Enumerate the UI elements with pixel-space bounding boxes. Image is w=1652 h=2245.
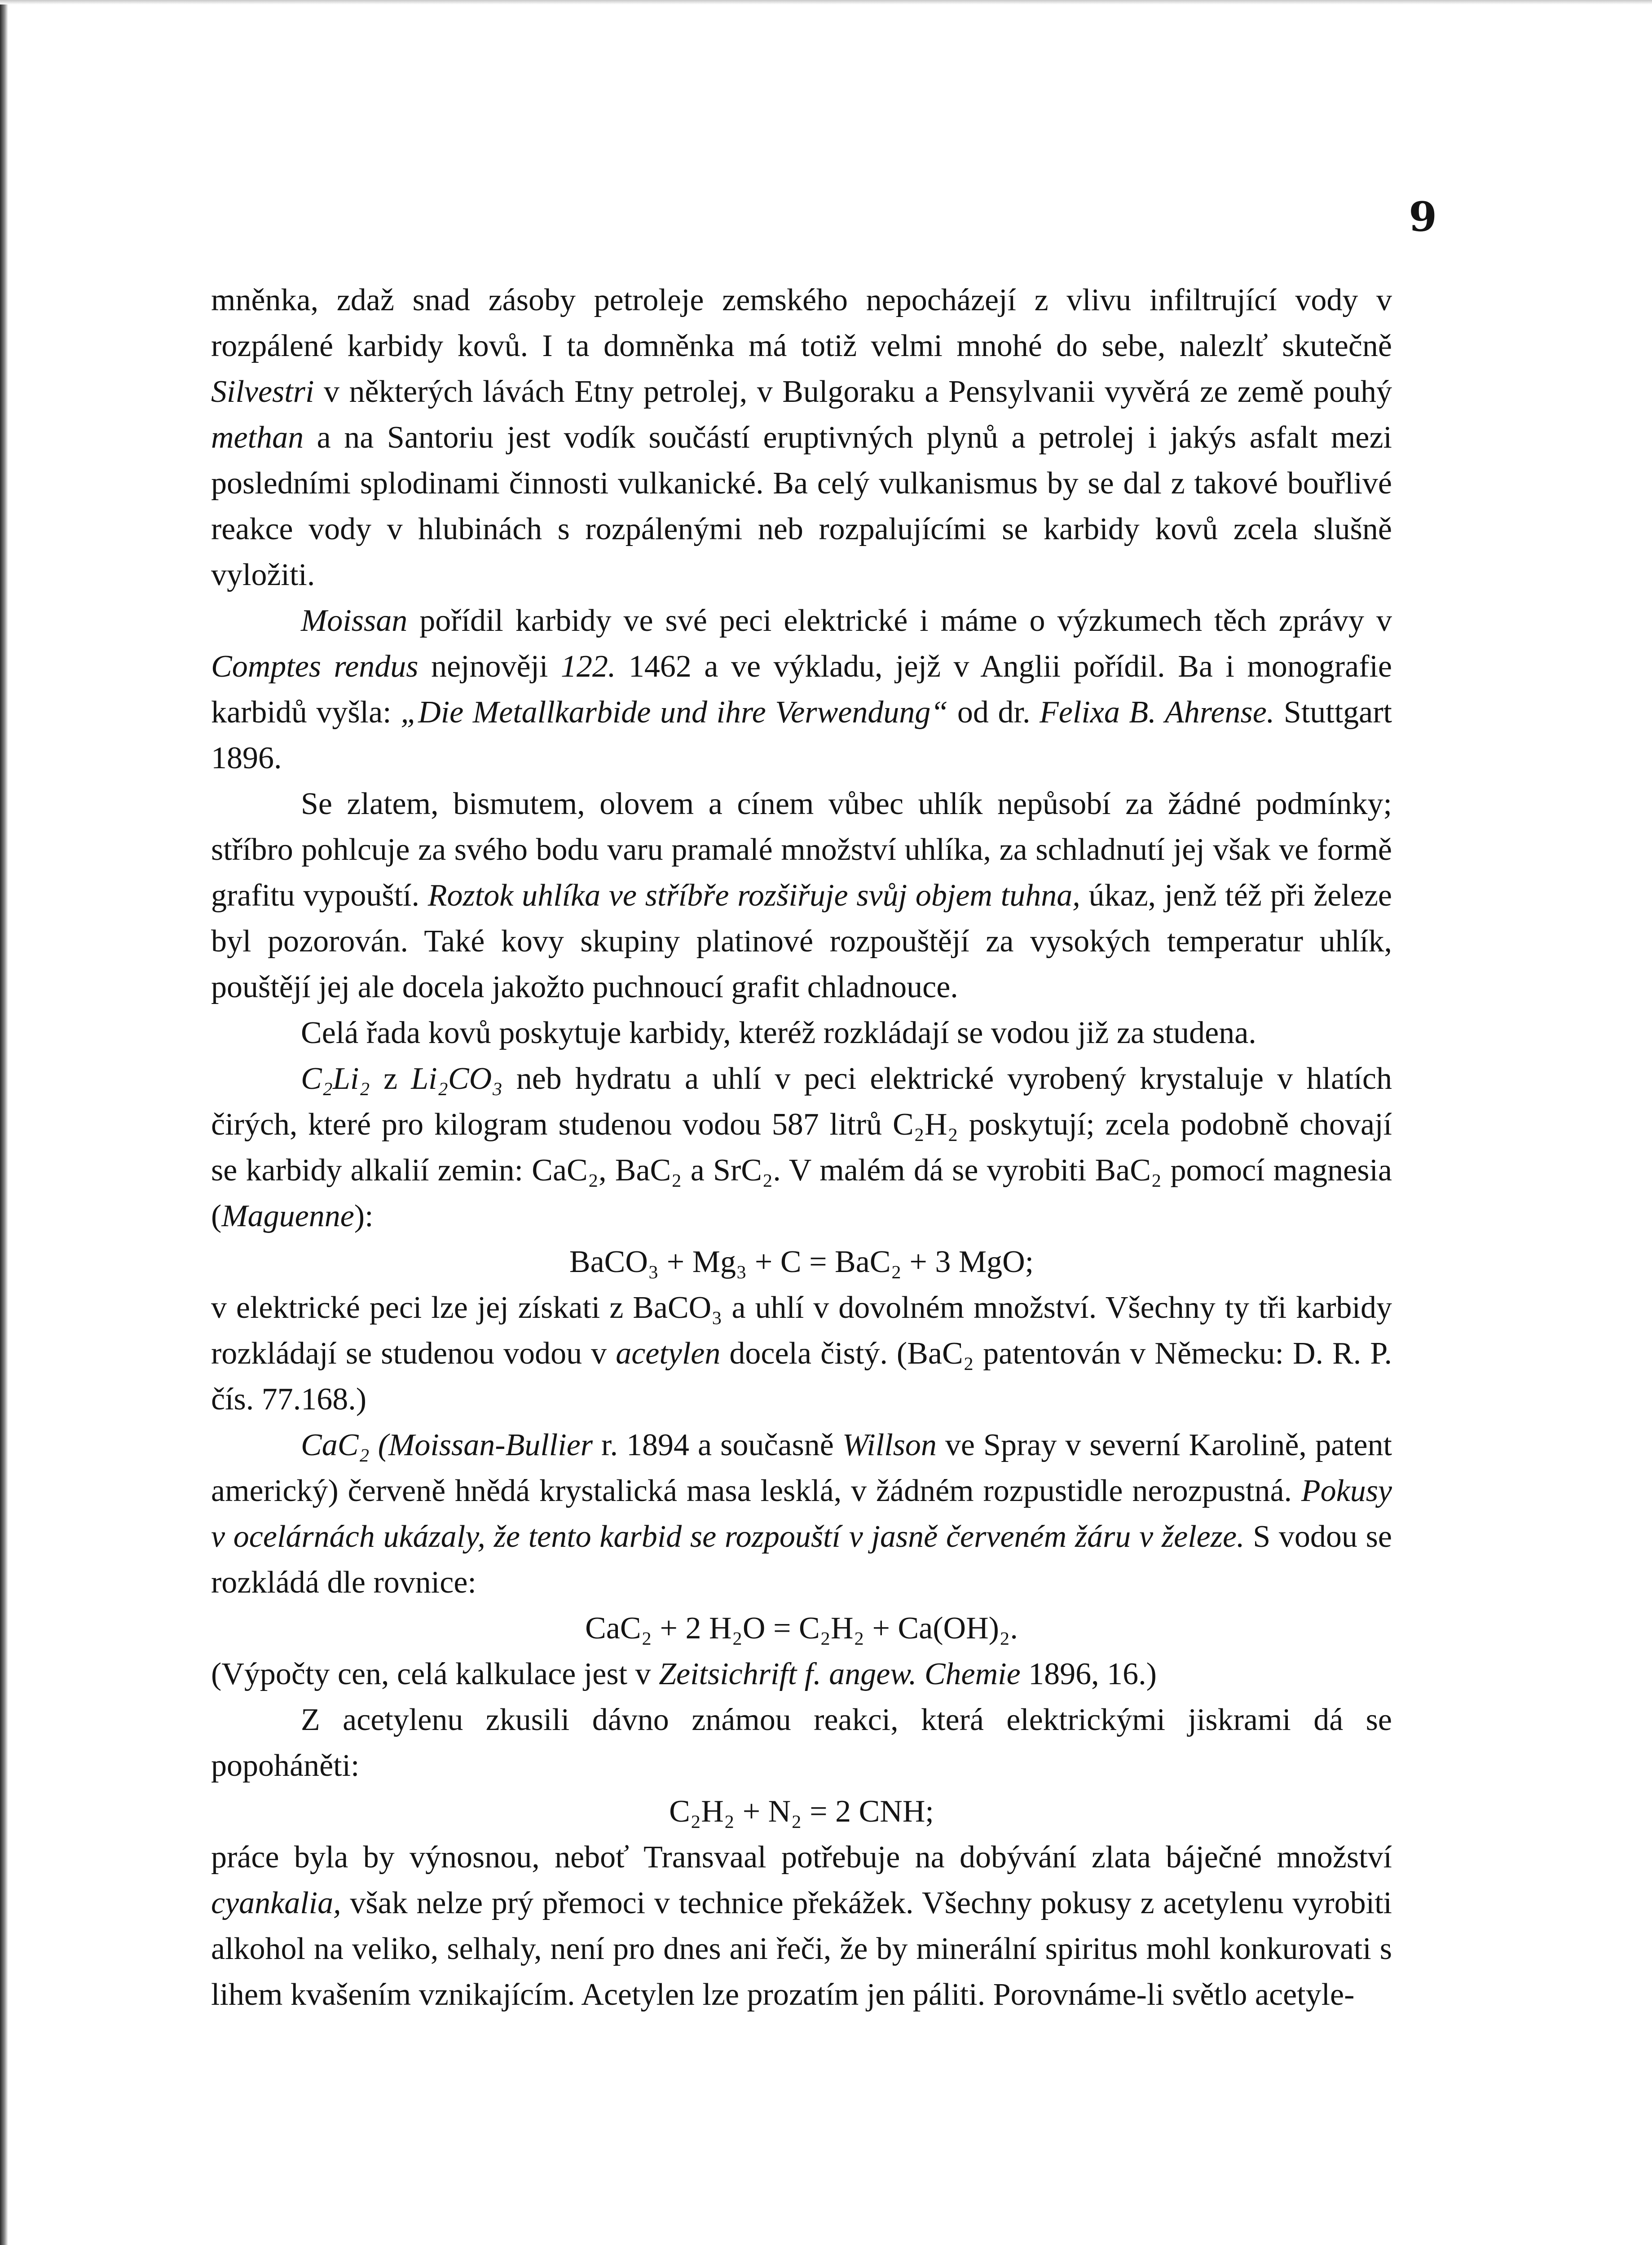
paragraph (211, 1422, 1392, 1606)
text-run: Se zlatem, bismutem, olovem a cínem vůbec uhlík nepůsobí za žádné podmínky; stříbro pohlcuje za svého bodu varu pramalé množství uhlíka, za schladnutí jej však ve formě grafitu vypouští. (211, 787, 1392, 913)
paragraph (211, 781, 1392, 1010)
text-run: S vodou se rozkládá dle rovnice: (211, 1519, 1392, 1600)
equation (211, 1239, 1392, 1285)
text-run: 1462 a ve výkladu, jejž v Anglii pořídil. Ba i monografie karbidů vyšla: (211, 649, 1392, 730)
italic-text-run: Li₂CO₃ (411, 1061, 503, 1096)
text-run: C₂H₂ + N₂ = 2 CNH; (669, 1794, 934, 1829)
text-run: nejnověji (418, 649, 561, 684)
page-edge-shadow (0, 0, 8, 2245)
text-run: r. 1894 a současně (593, 1428, 842, 1462)
text-run: Z acetylenu zkusili dávno známou reakci, která elektrickými jiskrami dá se popoháněti: (211, 1703, 1392, 1783)
text-run: CaC₂ + 2 H₂O = C₂H₂ + Ca(OH)₂. (585, 1611, 1018, 1646)
text-run: Stuttgart 1896. (211, 695, 1392, 775)
italic-text-run: Willson (842, 1428, 937, 1462)
italic-text-run: Maguenne (221, 1199, 354, 1233)
text-run: (Výpočty cen, celá kalkulace jest v (211, 1657, 659, 1691)
text-run: ve Spray v severní Karolině, patent americký) červeně hnědá krystalická masa lesklá, v žádném rozpustidle nerozpustná. (211, 1428, 1392, 1508)
equation (211, 1789, 1392, 1835)
italic-text-run: Zeitsichrift f. angew. Chemie (659, 1657, 1021, 1691)
italic-text-run: cyankalia, (211, 1886, 341, 1920)
italic-text-run: C₂Li₂ (301, 1061, 370, 1096)
paragraph (211, 1835, 1392, 2018)
text-run: od dr. (948, 695, 1040, 730)
text-run: ): (354, 1199, 374, 1233)
text-run: BaCO₃ + Mg₃ + C = BaC₂ + 3 MgO; (569, 1245, 1034, 1279)
italic-text-run: acetylen (616, 1336, 721, 1371)
text-run: práce byla by výnosnou, neboť Transvaal potřebuje na dobývání zlata báječné množství (211, 1840, 1392, 1875)
paragraph (211, 1285, 1392, 1422)
page-top-edge (0, 0, 1652, 4)
italic-text-run: CaC₂ (Moissan-Bullier (301, 1428, 593, 1462)
paragraph (211, 598, 1392, 781)
text-run: úkaz, jenž též při železe byl pozorován. Také kovy skupiny platinové rozpouštějí za vysokých temperatur uhlík, pouštějí jej ale docela jakožto puchnoucí grafit chladnouce. (211, 878, 1392, 1004)
italic-text-run: methan (211, 420, 304, 455)
text-run: však nelze prý přemoci v technice překážek. Všechny pokusy z acetylenu vyrobiti alkohol na veliko, selhaly, není pro dnes ani řeči, že by minerální spiritus mohl konkurovati s lihem kvašením vznikajícím. Acetylen lze prozatím jen páliti. Porovnáme-li světlo acetyle- (211, 1886, 1392, 2012)
text-run: docela čistý. (BaC₂ patentován v Německu: D. R. P. čís. 77.168.) (211, 1336, 1392, 1417)
paragraph (211, 277, 1392, 598)
text-run: z (370, 1061, 411, 1096)
text-run: a na Santoriu jest vodík součástí eruptivných plynů a petrolej i jakýs asfalt mezi posledními splodinami činnosti vulkanické. Ba celý vulkanismus by se dal z takové bouřlivé reakce vody v hlubinách s rozpálenými neb rozpalujícími se karbidy kovů zcela slušně vyložiti. (211, 420, 1392, 592)
text-run: mněnka, zdaž snad zásoby petroleje zemského nepocházejí z vlivu infiltrující vody v rozpálené karbidy kovů. I ta domněnka má totiž velmi mnohé do sebe, nalezlť skutečně (211, 283, 1392, 363)
text-run: pořídil karbidy ve své peci elektrické i máme o výzkumech těch zprávy v (407, 603, 1392, 638)
text-run: neb hydratu a uhlí v peci elektrické vyrobený krystaluje v hlatích čirých, které pro kilogram studenou vodou 587 litrů C₂H₂ poskytují; zcela podobně chovají se karbidy alkalií zemin: CaC₂, BaC₂ a SrC₂. V malém dá se vyrobiti BaC₂ pomocí magnesia ( (211, 1061, 1392, 1233)
italic-text-run: Felixa B. Ahrense. (1040, 695, 1275, 730)
paragraph (211, 1056, 1392, 1239)
text-run: Celá řada kovů poskytuje karbidy, kteréž rozkládají se vodou již za studena. (301, 1016, 1256, 1050)
italic-text-run: Comptes rendus (211, 649, 419, 684)
italic-text-run: Silvestri (211, 374, 314, 409)
paragraph (211, 1010, 1392, 1056)
text-run: v některých lávách Etny petrolej, v Bulgoraku a Pensylvanii vyvěrá ze země pouhý (314, 374, 1392, 409)
paragraph (211, 1697, 1392, 1789)
italic-text-run: „Die Metallkarbide und ihre Verwendung“ (401, 695, 948, 730)
text-run: 1896, 16.) (1020, 1657, 1157, 1691)
page-number: 9 (1409, 193, 1437, 241)
italic-text-run: Roztok uhlíka ve stříbře rozšiřuje svůj objem tuhna, (427, 878, 1080, 913)
text-run: v elektrické peci lze jej získati z BaCO₃ a uhlí v dovolném množství. Všechny ty tři karbidy rozkládají se studenou vodou v (211, 1290, 1392, 1371)
italic-text-run: Pokusy v ocelárnách ukázaly, že tento karbid se rozpouští v jasně červeném žáru v železe. (211, 1474, 1392, 1554)
paragraph (211, 1651, 1392, 1697)
italic-text-run: 122. (560, 649, 616, 684)
italic-text-run: Moissan (301, 603, 408, 638)
body-text (211, 277, 1392, 2018)
equation (211, 1606, 1392, 1651)
